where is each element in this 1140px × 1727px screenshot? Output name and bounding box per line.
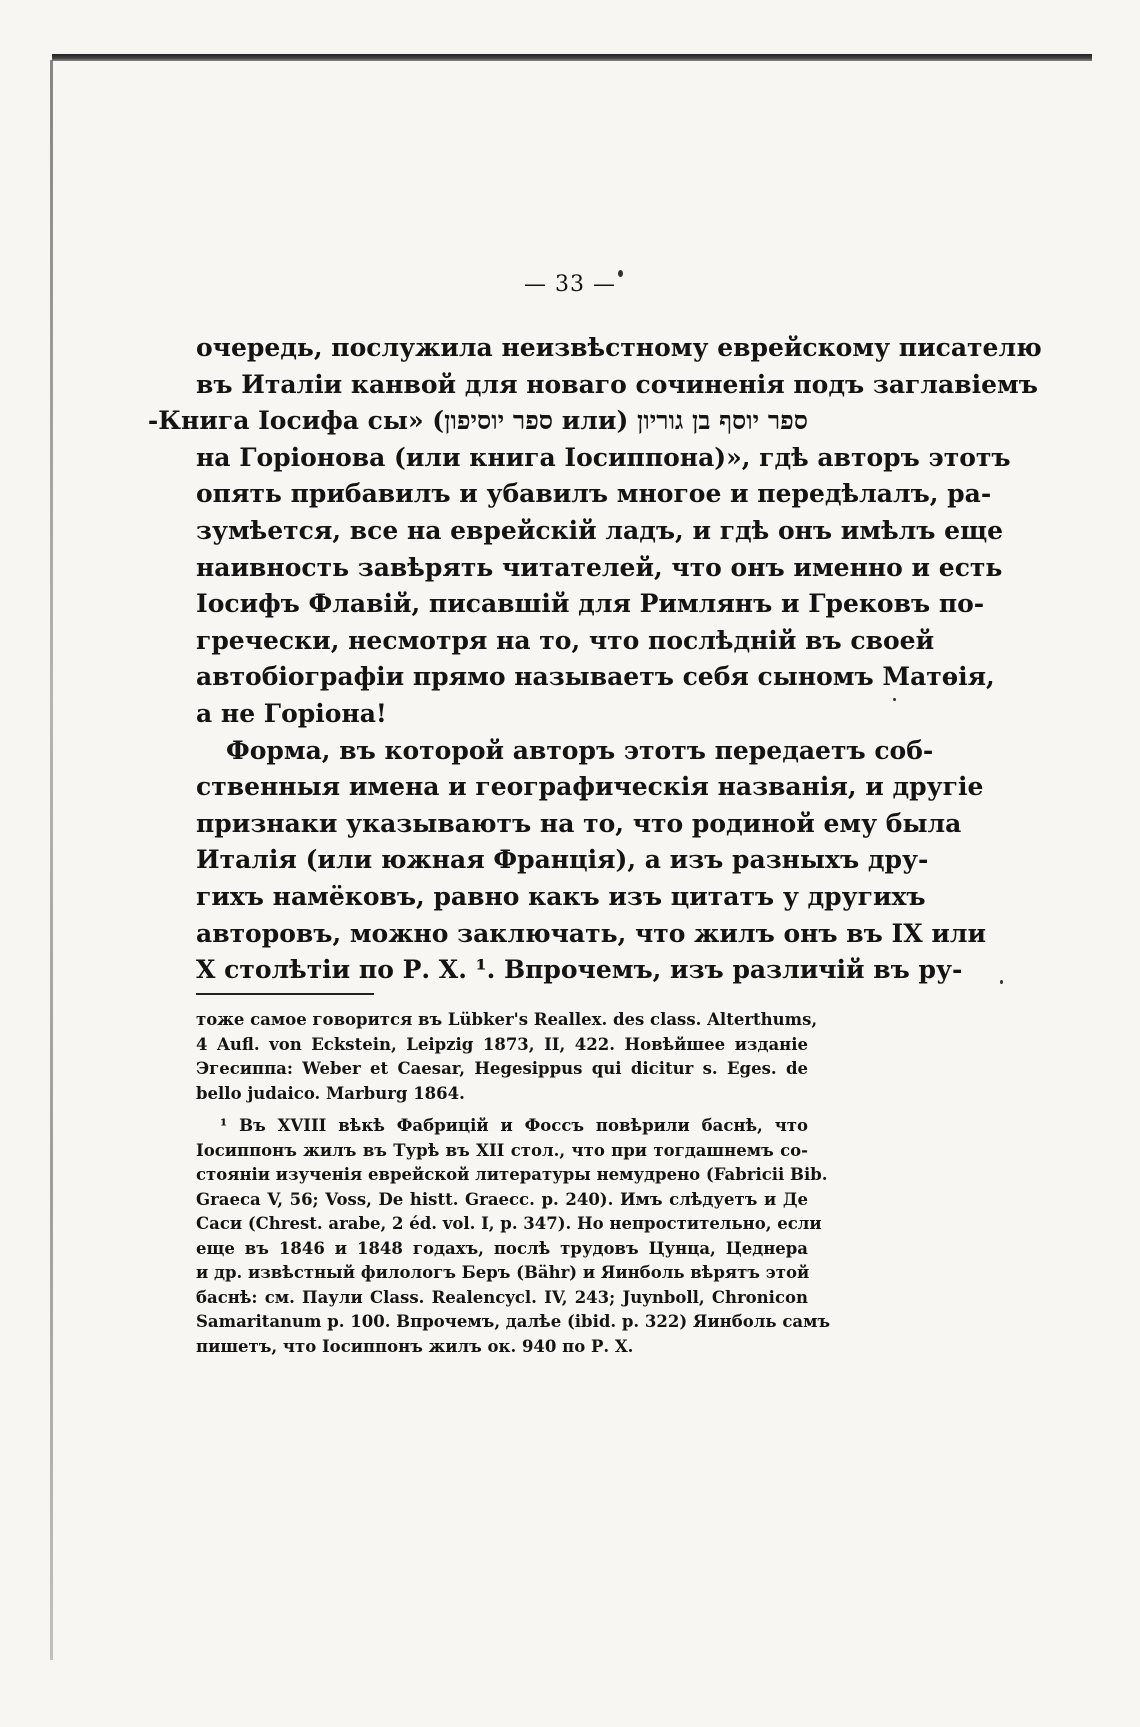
footnote-line: Саси (Chrest. arabe, 2 éd. vol. I, p. 347). Но непростительно, если bbox=[196, 1214, 822, 1233]
main-text-line: зумѣется, все на еврейскій ладъ, и гдѣ онъ имѣлъ еще bbox=[196, 515, 1004, 545]
main-text-line: Италія (или южная Франція), а изъ разныхъ дру- bbox=[196, 845, 929, 875]
ink-speck bbox=[1000, 980, 1003, 984]
page-number: — 33 — bbox=[524, 272, 616, 297]
main-text-line: а не Горіона! bbox=[196, 698, 387, 728]
footnote-line: bello judaico. Marburg 1864. bbox=[196, 1083, 465, 1103]
footnote-line: Іосиппонъ жилъ въ Турѣ въ XII стол., что при тогдашнемъ со- bbox=[196, 1140, 808, 1160]
footnote-line: Samaritanum p. 100. Впрочемъ, далѣе (ibid. p. 322) Яинболь самъ bbox=[196, 1312, 831, 1331]
main-text-line: гихъ намёковъ, равно какъ изъ цитатъ у другихъ bbox=[196, 881, 926, 911]
main-text-line: Іосифъ Флавій, писавшій для Римлянъ и Грековъ по- bbox=[196, 589, 985, 619]
main-text-line: опять прибавилъ и убавилъ многое и передѣлалъ, ра- bbox=[196, 479, 992, 509]
main-text-line: ספר יוסף בן גוריון (или ספר יוסיפון) «Книга Іосифа сы- bbox=[147, 406, 808, 436]
main-text-line: ственныя имена и географическія названія, и другіе bbox=[196, 772, 984, 802]
footnote-line: и др. извѣстный филологъ Беръ (Bähr) и Яинболь вѣрятъ этой bbox=[196, 1263, 810, 1282]
main-text-line: на Горіонова (или книга Іосиппона)», гдѣ авторъ этотъ bbox=[196, 442, 1011, 472]
footnote-line: баснѣ: см. Паули Class. Realencycl. IV, 243; Juynboll, Chronicon bbox=[196, 1287, 808, 1307]
footnote-line: стояніи изученія еврейской литературы немудрено (Fabricii Bib. bbox=[196, 1165, 828, 1184]
main-text-line: очередь, послужила неизвѣстному еврейскому писателю bbox=[196, 333, 1042, 362]
left-page-edge bbox=[50, 60, 53, 1660]
footnote-separator bbox=[196, 993, 374, 995]
footnote-line: ¹ Въ XVIII вѣкѣ Фабрицій и Фоссъ повѣрили баснѣ, что bbox=[220, 1116, 808, 1135]
footnote-line: тоже самое говорится въ Lübker's Reallex. des class. Alterthums, bbox=[196, 1010, 818, 1029]
footnote-line: Эгесиппа: Weber et Caesar, Hegesippus qui dicitur s. Eges. de bbox=[196, 1059, 808, 1078]
main-text-line: авторовъ, можно заключать, что жилъ онъ въ IX или bbox=[196, 918, 987, 948]
main-text-line: въ Италіи канвой для новаго сочиненія подъ заглавіемъ bbox=[196, 369, 1038, 399]
main-text-line: X столѣтіи по Р. X. ¹. Впрочемъ, изъ различій въ ру- bbox=[196, 955, 963, 985]
footnote-line: Graeca V, 56; Voss, De histt. Graecc. p. 240). Имъ слѣдуетъ и Де bbox=[196, 1189, 808, 1209]
footnote-line: пишетъ, что Іосиппонъ жилъ ок. 940 по Р. X. bbox=[196, 1336, 634, 1356]
main-text bbox=[147, 330, 1042, 989]
ink-speck bbox=[893, 698, 896, 701]
main-text-line: признаки указываютъ на то, что родиной ему была bbox=[196, 808, 962, 838]
main-text-line: наивность завѣрять читателей, что онъ именно и есть bbox=[196, 552, 1003, 582]
footnote-line: еще въ 1846 и 1848 годахъ, послѣ трудовъ Цунца, Цеднера bbox=[196, 1238, 808, 1258]
main-text-line: гречески, несмотря на то, что послѣдній въ своей bbox=[196, 625, 935, 655]
footnotes bbox=[196, 1008, 831, 1359]
top-edge-rule bbox=[52, 54, 1092, 61]
footnote-line: 4 Aufl. von Eckstein, Leipzig 1873, II, 422. Новѣйшее изданіе bbox=[196, 1034, 808, 1054]
main-text-line: Форма, въ которой авторъ этотъ передаетъ соб- bbox=[226, 735, 934, 765]
main-text-line: автобіографіи прямо называетъ себя сыномъ Матѳія, bbox=[196, 662, 995, 692]
